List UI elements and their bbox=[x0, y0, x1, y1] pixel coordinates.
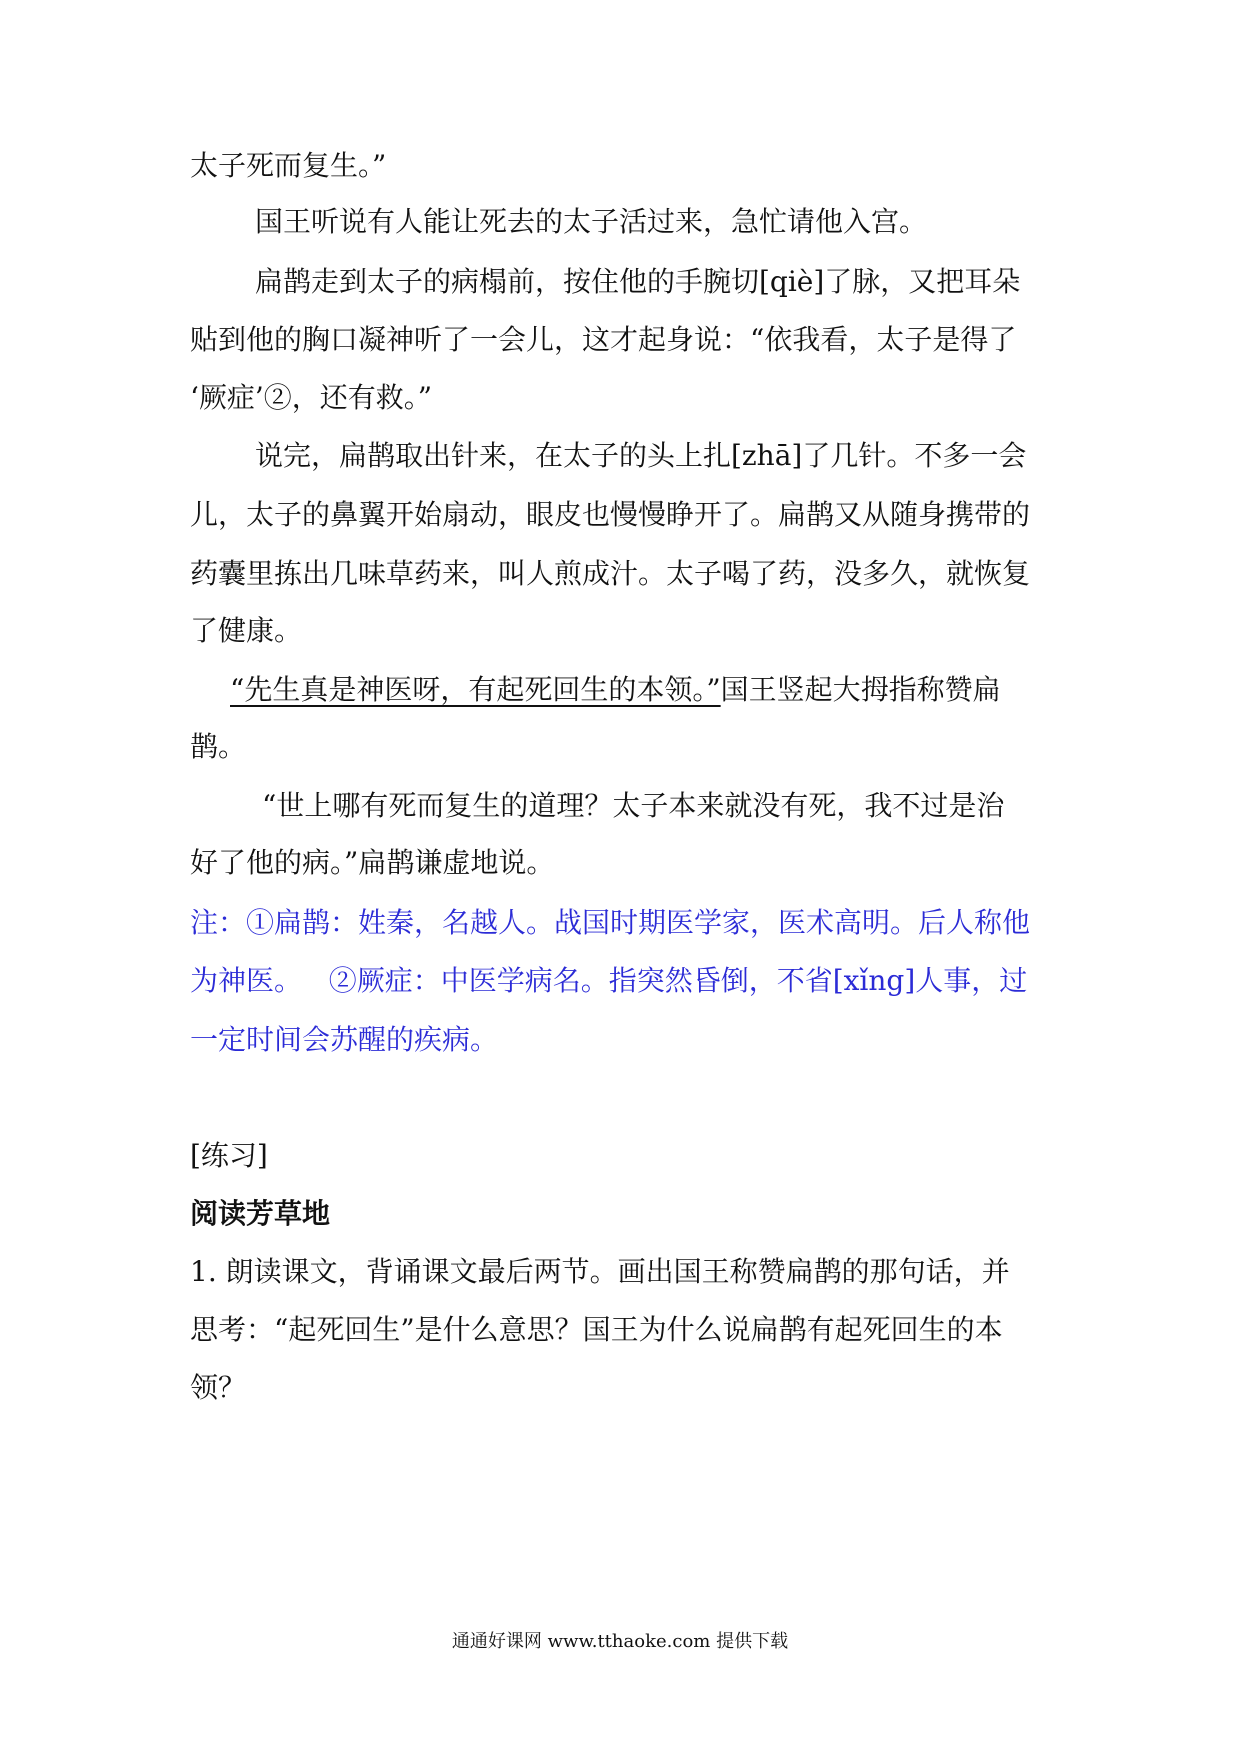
paragraph-line: 鹊。 bbox=[190, 730, 247, 763]
footnote-line: 为神医。 ②厥症：中医学病名。指突然昏倒，不省[xǐng]人事，过 bbox=[190, 964, 1028, 997]
paragraph-line: 国王听说有人能让死去的太子活过来，急忙请他入宫。 bbox=[255, 205, 928, 238]
paragraph-line: 了健康。 bbox=[190, 614, 303, 647]
question-line: 领？ bbox=[190, 1371, 247, 1404]
paragraph-line: 儿，太子的鼻翼开始扇动，眼皮也慢慢睁开了。扁鹊又从随身携带的 bbox=[190, 498, 1031, 531]
paragraph-line: 好了他的病。”扁鹊谦虚地说。 bbox=[190, 846, 555, 879]
section-title: 阅读芳草地 bbox=[190, 1197, 331, 1230]
footnote-line: 注：①扁鹊：姓秦，名越人。战国时期医学家，医术高明。后人称他 bbox=[190, 906, 1031, 939]
paragraph-line: 药囊里拣出几味草药来，叫人煎成汁。太子喝了药，没多久，就恢复 bbox=[190, 557, 1031, 590]
paragraph-line: 说完，扁鹊取出针来，在太子的头上扎[zhā]了几针。不多一会 bbox=[255, 439, 1027, 472]
question-line: 1. 朗读课文，背诵课文最后两节。画出国王称赞扁鹊的那句话，并 bbox=[190, 1255, 1010, 1288]
exercise-label: [练习] bbox=[190, 1139, 268, 1172]
paragraph-line: “世上哪有死而复生的道理？太子本来就没有死，我不过是治 bbox=[262, 789, 1005, 822]
paragraph-line bbox=[230, 670, 1060, 710]
quote-continuation: 国王竖起大拇指称赞扁 bbox=[720, 673, 1001, 706]
page-footer: 通通好课网 www.tthaoke.com 提供下载 bbox=[451, 1631, 789, 1652]
footnote-line: 一定时间会苏醒的疾病。 bbox=[190, 1023, 499, 1056]
paragraph-line: ‘厥症’②，还有救。” bbox=[190, 381, 433, 414]
question-line: 思考：“起死回生”是什么意思？国王为什么说扁鹊有起死回生的本 bbox=[190, 1313, 1003, 1346]
paragraph-line: 太子死而复生。” bbox=[190, 149, 387, 182]
paragraph-line: 扁鹊走到太子的病榻前，按住他的手腕切[qiè]了脉，又把耳朵 bbox=[255, 265, 1021, 298]
paragraph-line: 贴到他的胸口凝神听了一会儿，这才起身说：“依我看，太子是得了 bbox=[190, 323, 1017, 356]
underlined-quote: “先生真是神医呀，有起死回生的本领。” bbox=[230, 673, 721, 706]
